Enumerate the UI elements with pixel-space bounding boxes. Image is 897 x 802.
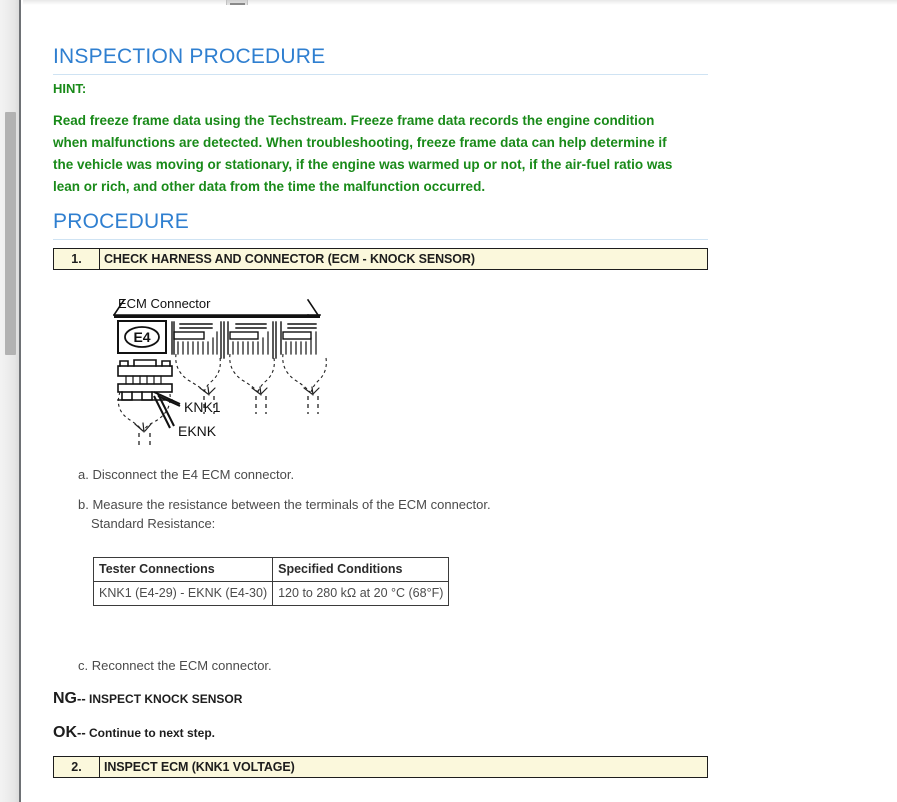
terminal-label-knk1: KNK1 <box>184 399 221 415</box>
document-page <box>23 5 897 802</box>
result-ok-key: OK <box>53 724 77 741</box>
vertical-scrollbar-thumb[interactable] <box>5 112 16 355</box>
result-ng-dashes: -- <box>77 691 86 706</box>
substep-a: a. Disconnect the E4 ECM connector. <box>78 467 295 482</box>
step-bar-1[interactable] <box>53 248 708 270</box>
page-title-procedure: PROCEDURE <box>53 210 708 240</box>
terminal-label-eknk: EKNK <box>178 423 217 439</box>
result-ok-dashes: -- <box>77 725 86 740</box>
step-2-number: 2. <box>54 757 100 777</box>
page-title-inspection-procedure: INSPECTION PROCEDURE <box>53 45 708 75</box>
standard-resistance-label: Standard Resistance: <box>91 515 216 531</box>
result-ng-text: INSPECT KNOCK SENSOR <box>89 692 243 706</box>
column-header-specified-conditions: Specified Conditions <box>273 558 449 582</box>
step-bar-2[interactable] <box>53 756 708 778</box>
cell-tester-connection: KNK1 (E4-29) - EKNK (E4-30) <box>94 581 273 605</box>
result-ok-text: Continue to next step. <box>89 726 216 740</box>
connector-id-label: E4 <box>133 329 151 345</box>
step-2-title: INSPECT ECM (KNK1 VOLTAGE) <box>104 760 295 774</box>
hint-label: HINT: <box>53 81 87 96</box>
hint-body-text: Read freeze frame data using the Techstream. Freeze frame data records the engine condition when malfunctions are detected. When troubleshooting, freeze frame data can help determine if the vehicle was moving or stationary, if the engine was warmed up or not, if the air-fuel ratio was lean or rich, and other data from the time the malfunction occurred. <box>53 113 673 194</box>
vertical-scrollbar[interactable] <box>0 0 21 802</box>
substep-b: b. Measure the resistance between the terminals of the ECM connector. <box>78 497 491 512</box>
substep-c: c. Reconnect the ECM connector. <box>78 658 272 673</box>
cell-specified-condition: 120 to 280 kΩ at 20 °C (68°F) <box>273 581 449 605</box>
result-ok <box>53 723 708 742</box>
figure-title-label: ECM Connector <box>118 296 211 311</box>
column-header-tester-connections: Tester Connections <box>94 558 273 582</box>
table-row <box>94 581 449 605</box>
table-header-row <box>94 558 449 582</box>
step-1-number: 1. <box>54 249 100 269</box>
result-ng <box>53 689 708 708</box>
result-ng-key: NG <box>53 690 77 707</box>
specification-table <box>93 557 449 606</box>
ecm-connector-diagram <box>108 288 338 453</box>
step-1-title: CHECK HARNESS AND CONNECTOR (ECM - KNOCK SENSOR) <box>104 252 475 266</box>
